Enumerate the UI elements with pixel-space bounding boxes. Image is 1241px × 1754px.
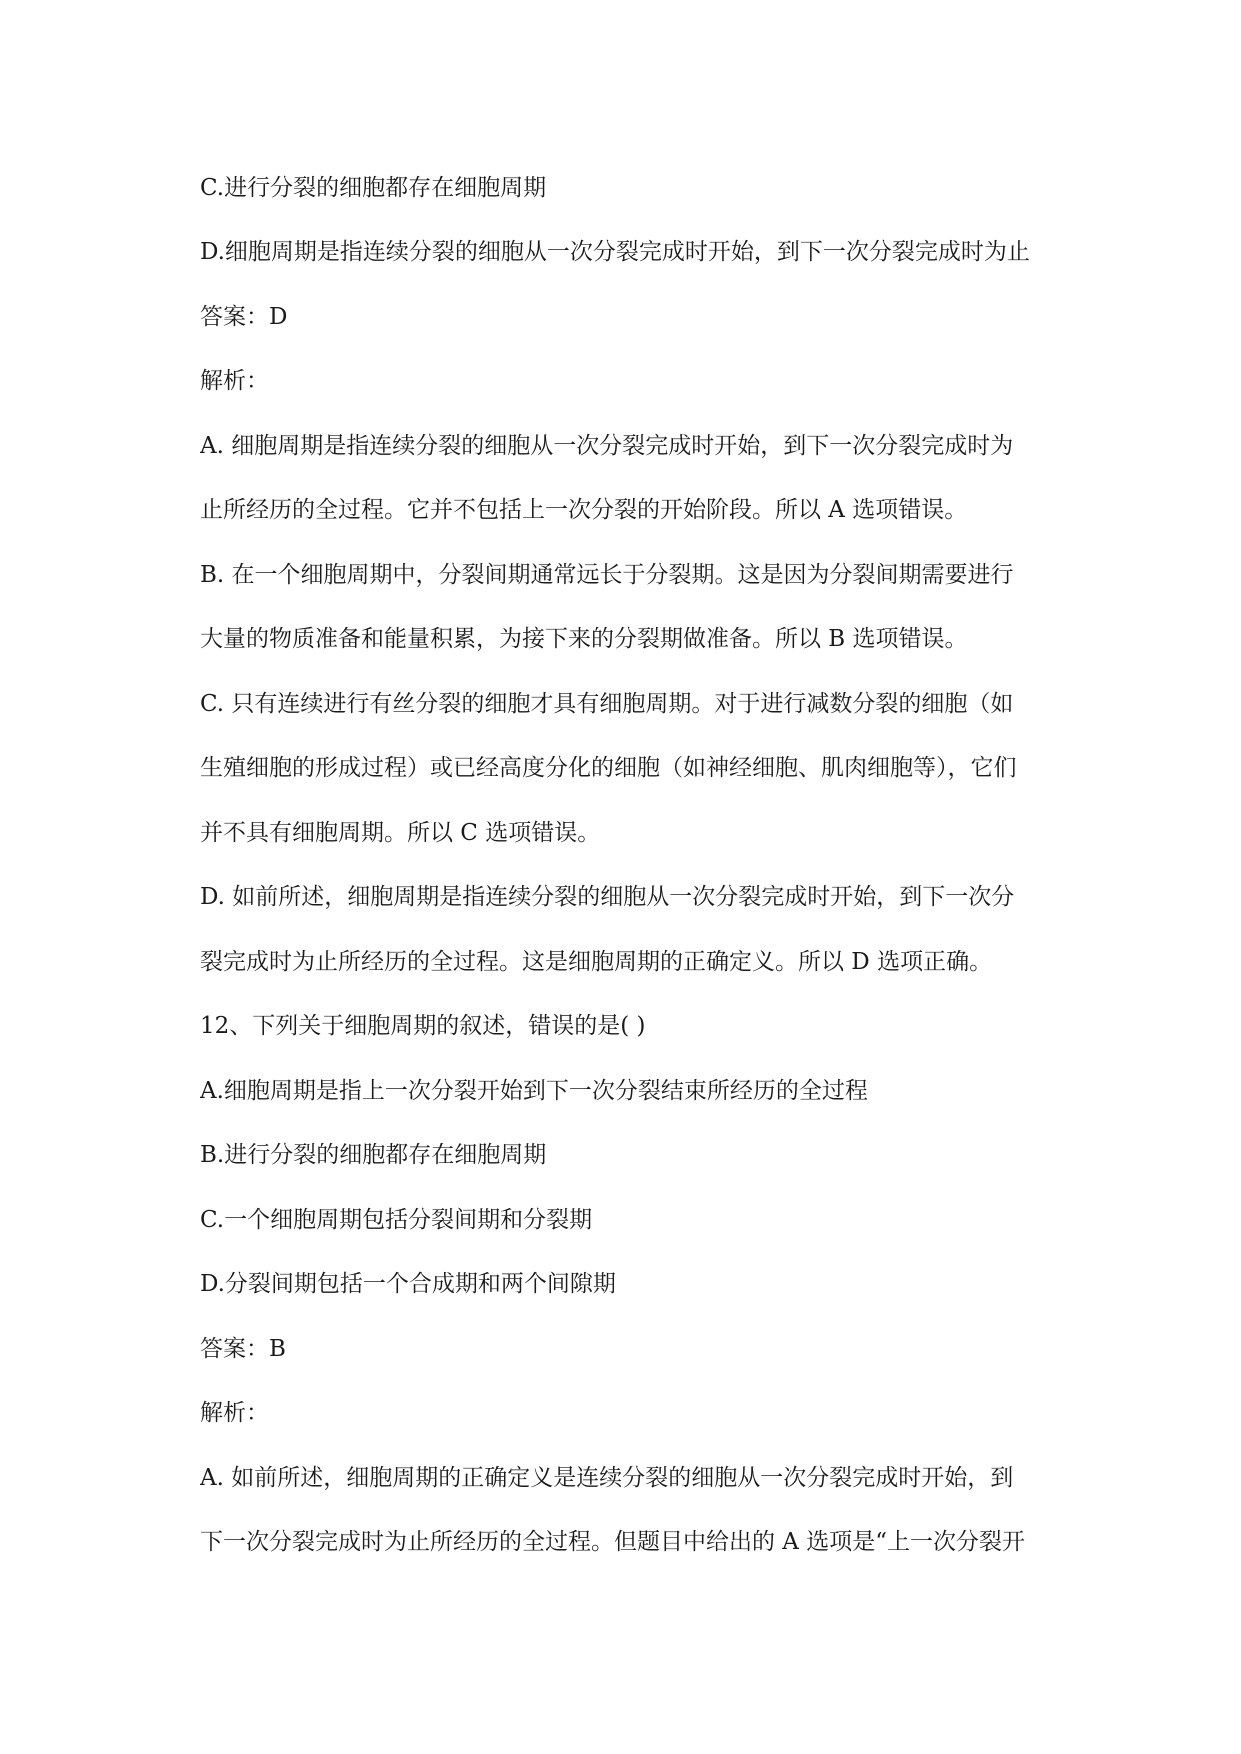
question-12-analysis-heading: 解析：	[200, 1400, 269, 1426]
analysis-a-line-2: 止所经历的全过程。它并不包括上一次分裂的开始阶段。所以 A 选项错误。	[200, 497, 968, 523]
analysis-c-line-2: 生殖细胞的形成过程）或已经高度分化的细胞（如神经细胞、肌肉细胞等），它们	[200, 755, 1017, 781]
analysis-heading: 解析：	[200, 368, 269, 394]
analysis-c-line-3: 并不具有细胞周期。所以 C 选项错误。	[200, 820, 601, 846]
answer-line: 答案：D	[200, 304, 288, 330]
analysis-c-line-1: C. 只有连续进行有丝分裂的细胞才具有细胞周期。对于进行减数分裂的细胞（如	[200, 691, 1014, 717]
question-12-analysis-a-line-2: 下一次分裂完成时为止所经历的全过程。但题目中给出的 A 选项是“上一次分裂开	[200, 1529, 1025, 1555]
question-12-answer: 答案：B	[200, 1336, 286, 1362]
option-d-line: D.细胞周期是指连续分裂的细胞从一次分裂完成时开始，到下一次分裂完成时为止	[200, 239, 1030, 265]
question-12-option-a: A.细胞周期是指上一次分裂开始到下一次分裂结束所经历的全过程	[200, 1078, 868, 1104]
analysis-d-line-1: D. 如前所述，细胞周期是指连续分裂的细胞从一次分裂完成时开始，到下一次分	[200, 884, 1015, 910]
analysis-a-line-1: A. 细胞周期是指连续分裂的细胞从一次分裂完成时开始，到下一次分裂完成时为	[200, 433, 1014, 459]
question-12-option-b: B.进行分裂的细胞都存在细胞周期	[200, 1142, 547, 1168]
question-12-option-d: D.分裂间期包括一个合成期和两个间隙期	[200, 1271, 616, 1297]
analysis-b-line-1: B. 在一个细胞周期中，分裂间期通常远长于分裂期。这是因为分裂间期需要进行	[200, 562, 1014, 588]
question-12-analysis-a-line-1: A. 如前所述，细胞周期的正确定义是连续分裂的细胞从一次分裂完成时开始，到	[200, 1465, 1014, 1491]
option-c-line: C.进行分裂的细胞都存在细胞周期	[200, 175, 547, 201]
question-12-stem: 12、下列关于细胞周期的叙述，错误的是( )	[200, 1013, 646, 1039]
analysis-b-line-2: 大量的物质准备和能量积累，为接下来的分裂期做准备。所以 B 选项错误。	[200, 626, 968, 652]
question-12-option-c: C.一个细胞周期包括分裂间期和分裂期	[200, 1207, 593, 1233]
analysis-d-line-2: 裂完成时为止所经历的全过程。这是细胞周期的正确定义。所以 D 选项正确。	[200, 949, 993, 975]
